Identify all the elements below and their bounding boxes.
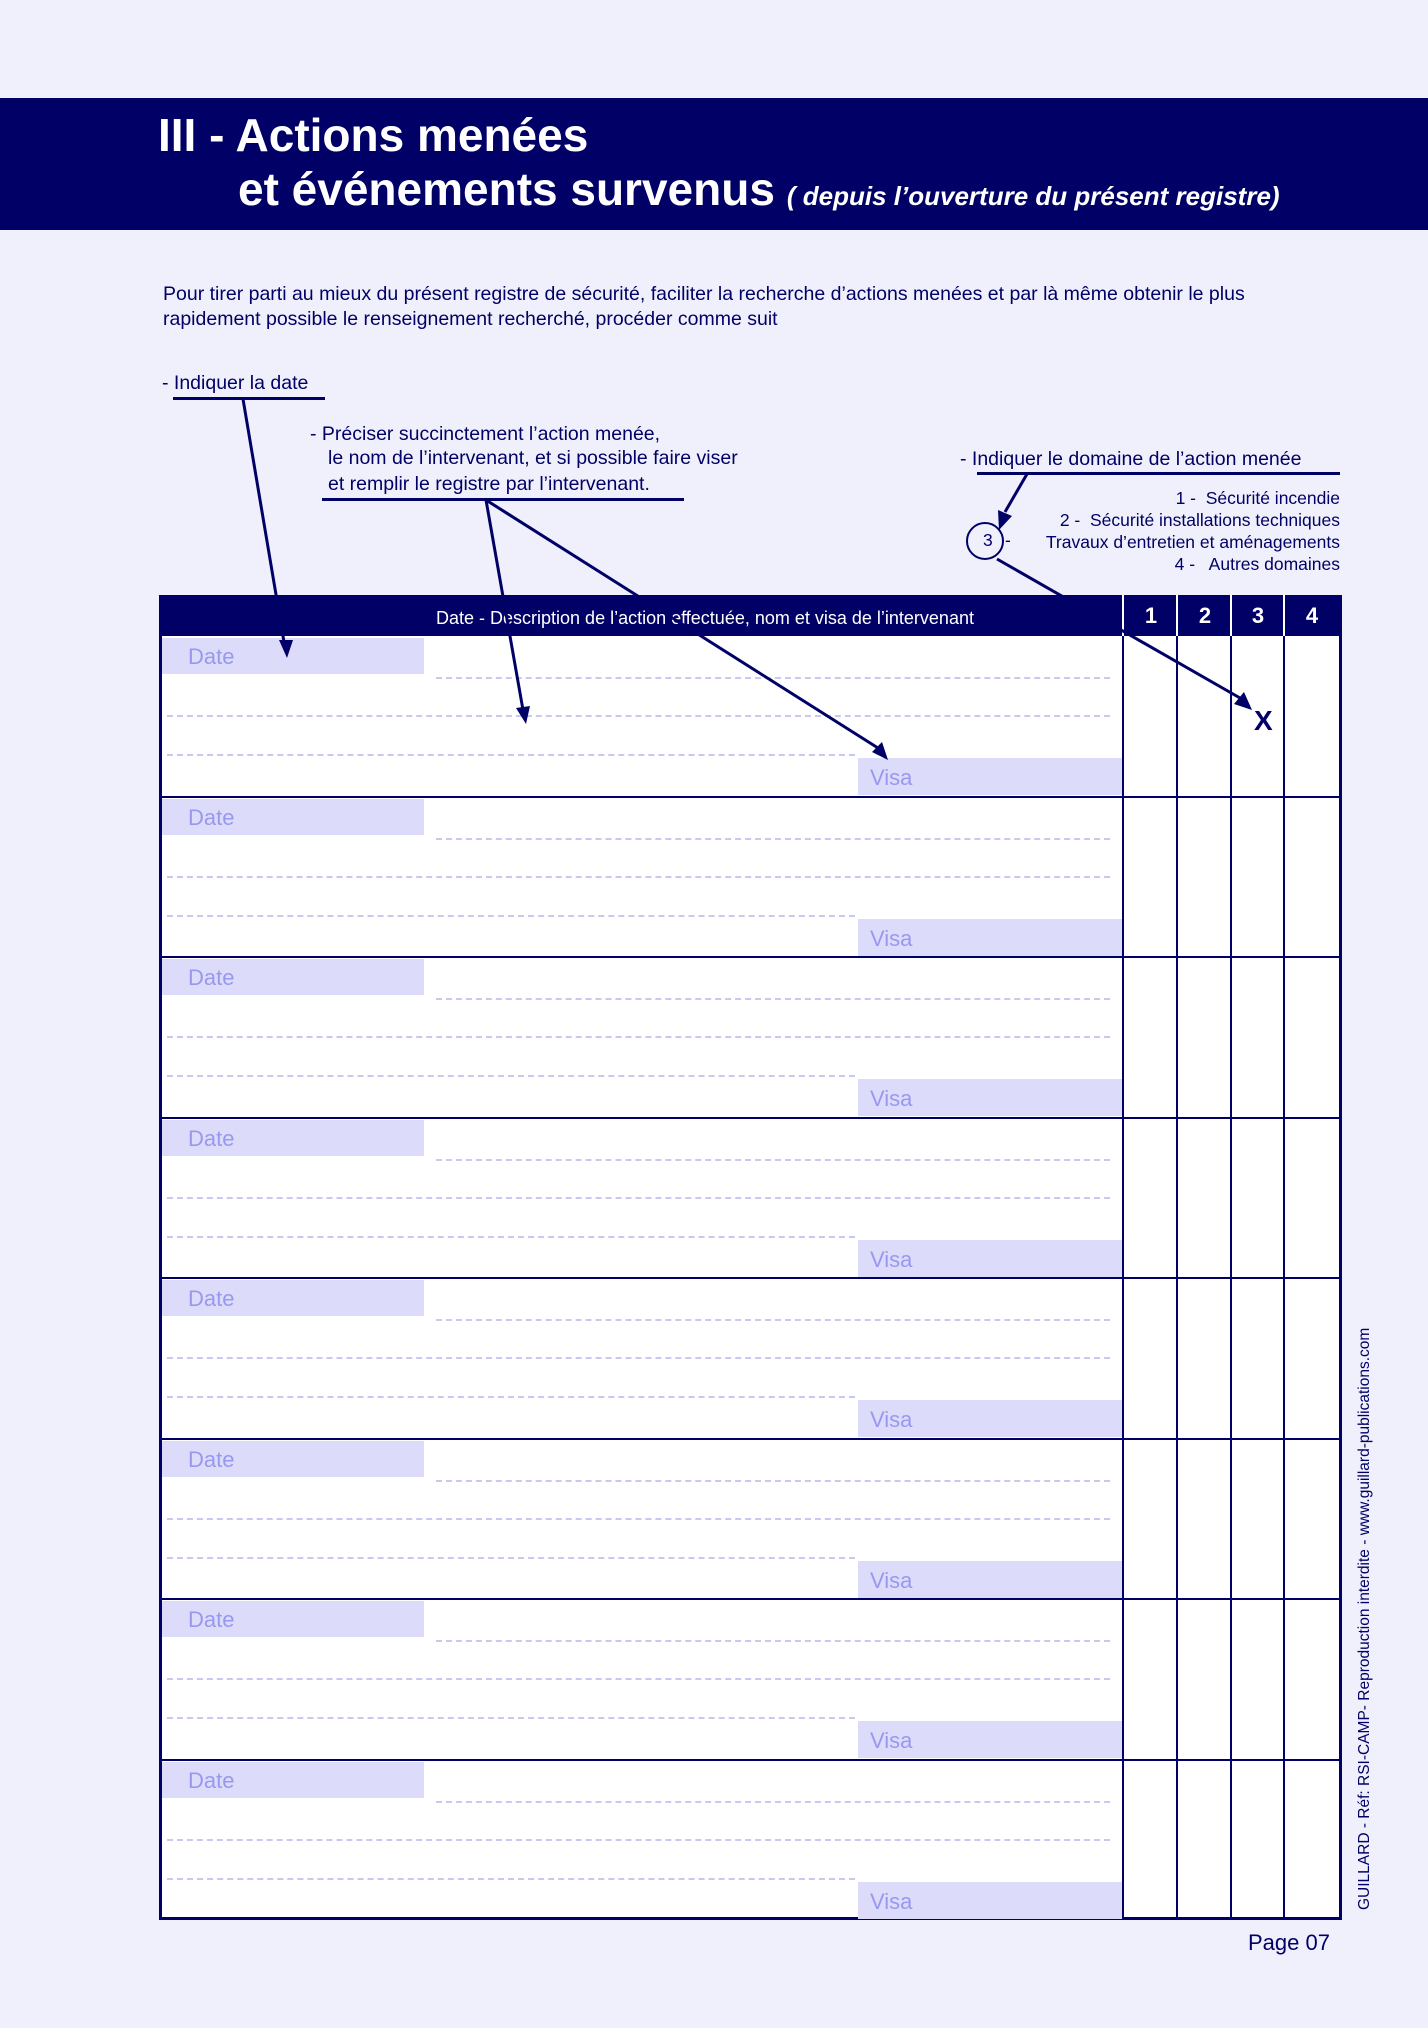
description-line[interactable] — [167, 1197, 1110, 1199]
description-line[interactable] — [167, 1036, 1110, 1038]
description-line[interactable] — [167, 715, 1110, 717]
date-label: Date — [188, 805, 235, 830]
description-line[interactable] — [436, 838, 1110, 840]
column-header-2: 2 — [1198, 603, 1212, 628]
publisher-side-text: GUILLARD - Réf: RSI-CAMP- Reproduction interdite - www.guillard-publications.com — [1356, 1327, 1373, 1910]
example-mark-x: X — [1254, 705, 1273, 736]
domain-cell-2[interactable] — [1178, 1278, 1230, 1436]
instruction-action-underline — [322, 498, 684, 501]
description-line[interactable] — [167, 1678, 1110, 1680]
domain-cell-1[interactable] — [1124, 1439, 1176, 1597]
domain-cell-1[interactable] — [1124, 1599, 1176, 1757]
date-label: Date — [188, 1286, 235, 1311]
instruction-action-line1: - Préciser succinctement l’action menée, — [310, 423, 661, 445]
instruction-action-line2: le nom de l’intervenant, et si possible faire viser — [328, 447, 738, 469]
domain-cell-4[interactable] — [1285, 1278, 1339, 1436]
date-label: Date — [188, 644, 235, 669]
instruction-date: - Indiquer la date — [162, 372, 309, 394]
domain-cell-3[interactable] — [1232, 1439, 1283, 1597]
domain-item-2: 2 - Sécurité installations techniques — [1059, 510, 1340, 530]
column-header-3: 3 — [1251, 603, 1265, 628]
domain-cell-4[interactable] — [1285, 1439, 1339, 1597]
domain-cell-1[interactable] — [1124, 957, 1176, 1115]
date-label: Date — [188, 1607, 235, 1632]
description-line[interactable] — [436, 1640, 1110, 1642]
date-label: Date — [188, 965, 235, 990]
domain-legend — [1046, 487, 1340, 575]
column-header-4: 4 — [1305, 603, 1319, 628]
domain-item-4: 4 - Autres domaines — [1174, 554, 1340, 574]
domain-cell-1[interactable] — [1124, 636, 1176, 794]
description-line[interactable] — [436, 1801, 1110, 1803]
visa-label: Visa — [870, 1728, 913, 1753]
domain-cell-2[interactable] — [1178, 1439, 1230, 1597]
description-line[interactable] — [436, 1159, 1110, 1161]
page-title-line1: III - Actions menées — [158, 109, 589, 161]
domain-cell-2[interactable] — [1178, 1599, 1230, 1757]
domain-cell-3[interactable] — [1232, 1599, 1283, 1757]
example-domain-dash: - — [1005, 530, 1011, 550]
page-title-line2-text: et événements survenus — [238, 163, 775, 215]
column-header-1: 1 — [1144, 603, 1158, 628]
description-line[interactable] — [436, 1319, 1110, 1321]
description-line[interactable] — [436, 998, 1110, 1000]
visa-label: Visa — [870, 1568, 913, 1593]
intro-paragraph: Pour tirer parti au mieux du présent registre de sécurité, faciliter la recherche d’actions menées et par là même obtenir le plus rapidement possible le renseignement recherché, procéder comme suit — [163, 283, 1245, 330]
description-line[interactable] — [167, 754, 855, 756]
domain-cell-2[interactable] — [1178, 1760, 1230, 1918]
description-line[interactable] — [167, 1717, 855, 1719]
description-line[interactable] — [167, 1518, 1110, 1520]
instruction-date-underline — [173, 397, 325, 400]
description-line[interactable] — [167, 1357, 1110, 1359]
description-line[interactable] — [167, 876, 1110, 878]
description-line[interactable] — [167, 915, 855, 917]
domain-item-1: 1 - Sécurité incendie — [1175, 488, 1340, 508]
visa-label: Visa — [870, 1889, 913, 1914]
instruction-action-line3: et remplir le registre par l’intervenant. — [328, 473, 650, 495]
page-subtitle: ( depuis l’ouverture du présent registre) — [786, 181, 1280, 211]
domain-cell-3[interactable] — [1232, 1118, 1283, 1276]
domain-cell-2[interactable] — [1178, 957, 1230, 1115]
description-line[interactable] — [167, 1839, 1110, 1841]
domain-cell-4[interactable] — [1285, 797, 1339, 955]
description-line[interactable] — [167, 1396, 855, 1398]
domain-cell-2[interactable] — [1178, 636, 1230, 794]
table-header-description: Date - Description de l’action effectuée, nom et visa de l’intervenant — [436, 608, 974, 628]
domain-cell-4[interactable] — [1285, 957, 1339, 1115]
page-title-line2 — [238, 162, 1280, 216]
domain-cell-4[interactable] — [1285, 1599, 1339, 1757]
description-line[interactable] — [167, 1557, 855, 1559]
instruction-domain: - Indiquer le domaine de l’action menée — [960, 448, 1302, 470]
column-divider-header — [1176, 595, 1178, 636]
visa-label: Visa — [870, 765, 913, 790]
domain-cell-2[interactable] — [1178, 1118, 1230, 1276]
domain-cell-1[interactable] — [1124, 1760, 1176, 1918]
description-line[interactable] — [167, 1236, 855, 1238]
date-label: Date — [188, 1768, 235, 1793]
visa-label: Visa — [870, 926, 913, 951]
column-divider-header — [1283, 595, 1285, 636]
visa-label: Visa — [870, 1086, 913, 1111]
domain-cell-1[interactable] — [1124, 1118, 1176, 1276]
domain-cell-4[interactable] — [1285, 636, 1339, 794]
arrowhead-icon — [998, 510, 1012, 530]
domain-item-3: Travaux d’entretien et aménagements — [1045, 532, 1340, 552]
visa-label: Visa — [870, 1247, 913, 1272]
domain-cell-1[interactable] — [1124, 1278, 1176, 1436]
domain-cell-3[interactable] — [1232, 957, 1283, 1115]
domain-cell-4[interactable] — [1285, 1118, 1339, 1276]
domain-cell-3[interactable] — [1232, 1760, 1283, 1918]
date-label: Date — [188, 1447, 235, 1472]
description-line[interactable] — [167, 1075, 855, 1077]
column-divider-header — [1230, 595, 1232, 636]
description-line[interactable] — [436, 1480, 1110, 1482]
visa-label: Visa — [870, 1407, 913, 1432]
example-domain-number: 3 — [983, 530, 993, 550]
domain-cell-1[interactable] — [1124, 797, 1176, 955]
domain-cell-2[interactable] — [1178, 797, 1230, 955]
description-line[interactable] — [167, 1878, 855, 1880]
column-divider-header — [1122, 595, 1124, 636]
domain-cell-4[interactable] — [1285, 1760, 1339, 1918]
description-line[interactable] — [436, 677, 1110, 679]
domain-cell-3[interactable] — [1232, 797, 1283, 955]
instruction-domain-underline — [977, 472, 1340, 475]
domain-cell-3[interactable] — [1232, 1278, 1283, 1436]
page-number: Page 07 — [1248, 1930, 1330, 1955]
date-label: Date — [188, 1126, 235, 1151]
